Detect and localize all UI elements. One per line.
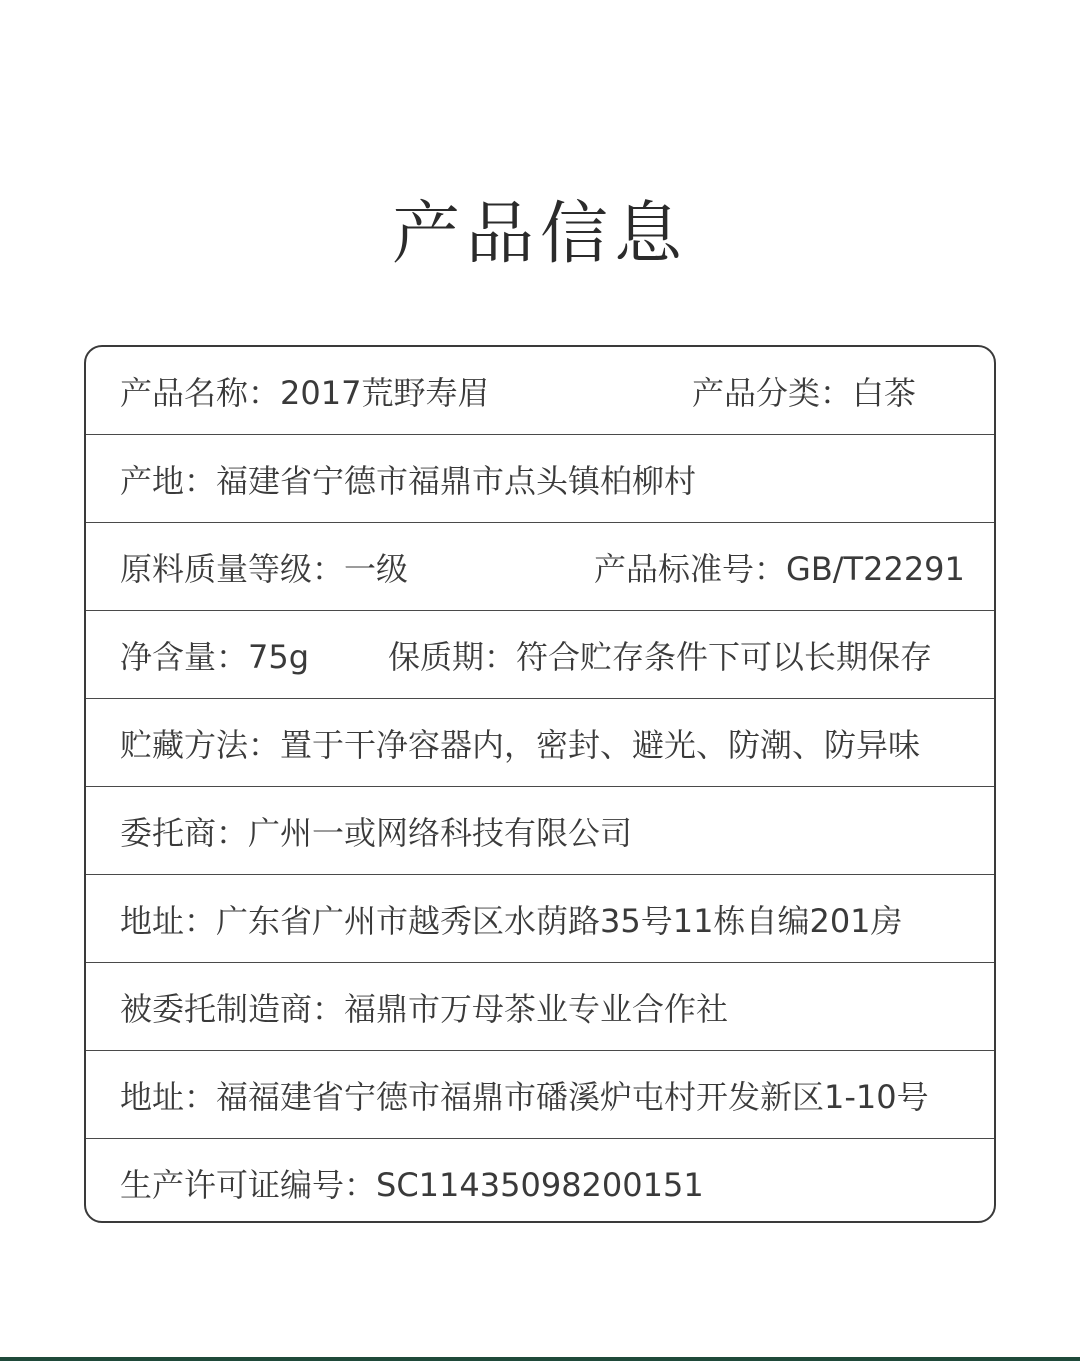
manufacturer-address-cell [120, 1072, 929, 1118]
net-content-label: 净含量： [120, 637, 249, 676]
table-row-client-address [86, 875, 994, 963]
origin-label: 产地： [120, 461, 217, 500]
grade-cell [120, 544, 408, 590]
table-row-storage [86, 699, 994, 787]
storage-label: 贮藏方法： [120, 725, 281, 764]
storage-value: 置于干净容器内，密封、避光、防潮、防异味 [280, 725, 921, 764]
table-row-net-content [86, 611, 994, 699]
table-row-manufacturer-address [86, 1051, 994, 1139]
product-category-value: 白茶 [852, 373, 917, 412]
net-content-value: 75g [248, 637, 310, 676]
table-row-client [86, 787, 994, 875]
shelf-life-cell [388, 632, 932, 678]
standard-label: 产品标准号： [594, 549, 787, 588]
page-title: 产品信息 [391, 195, 688, 274]
net-content-cell [120, 632, 309, 678]
origin-cell [120, 456, 696, 502]
client-label: 委托商： [120, 813, 249, 852]
shelf-life-value: 符合贮存条件下可以长期保存 [516, 637, 933, 676]
product-name-value: 2017荒野寿眉 [280, 373, 490, 412]
manufacturer-address-label: 地址： [120, 1077, 217, 1116]
client-address-value: 广东省广州市越秀区水荫路35号11栋自编201房 [216, 901, 903, 940]
table-row-license [86, 1139, 994, 1223]
product-category-cell [692, 368, 916, 414]
manufacturer-cell [120, 984, 728, 1030]
grade-label: 原料质量等级： [120, 549, 345, 588]
storage-cell [120, 720, 920, 766]
product-name-label: 产品名称： [120, 373, 281, 412]
table-row-origin [86, 435, 994, 523]
product-info-table [84, 345, 996, 1223]
product-name-cell [120, 368, 489, 414]
table-row-grade [86, 523, 994, 611]
client-cell [120, 808, 632, 854]
license-label: 生产许可证编号： [120, 1166, 377, 1204]
client-address-label: 地址： [120, 901, 217, 940]
grade-value: 一级 [344, 549, 409, 588]
product-category-label: 产品分类： [692, 373, 853, 412]
origin-value: 福建省宁德市福鼎市点头镇柏柳村 [216, 461, 697, 500]
bottom-divider [0, 1357, 1080, 1361]
manufacturer-value: 福鼎市万母茶业专业合作社 [344, 989, 729, 1028]
standard-value: GB/T22291 [786, 549, 965, 588]
client-value: 广州一或网络科技有限公司 [248, 813, 633, 852]
manufacturer-address-value: 福福建省宁德市福鼎市磻溪炉屯村开发新区1-10号 [216, 1077, 929, 1116]
table-row-product-name [86, 347, 994, 435]
table-row-manufacturer [86, 963, 994, 1051]
license-value: SC11435098200151 [376, 1166, 704, 1204]
shelf-life-label: 保质期： [388, 637, 517, 676]
client-address-cell [120, 896, 903, 942]
license-cell [120, 1160, 704, 1206]
standard-cell [594, 544, 965, 590]
manufacturer-label: 被委托制造商： [120, 989, 345, 1028]
